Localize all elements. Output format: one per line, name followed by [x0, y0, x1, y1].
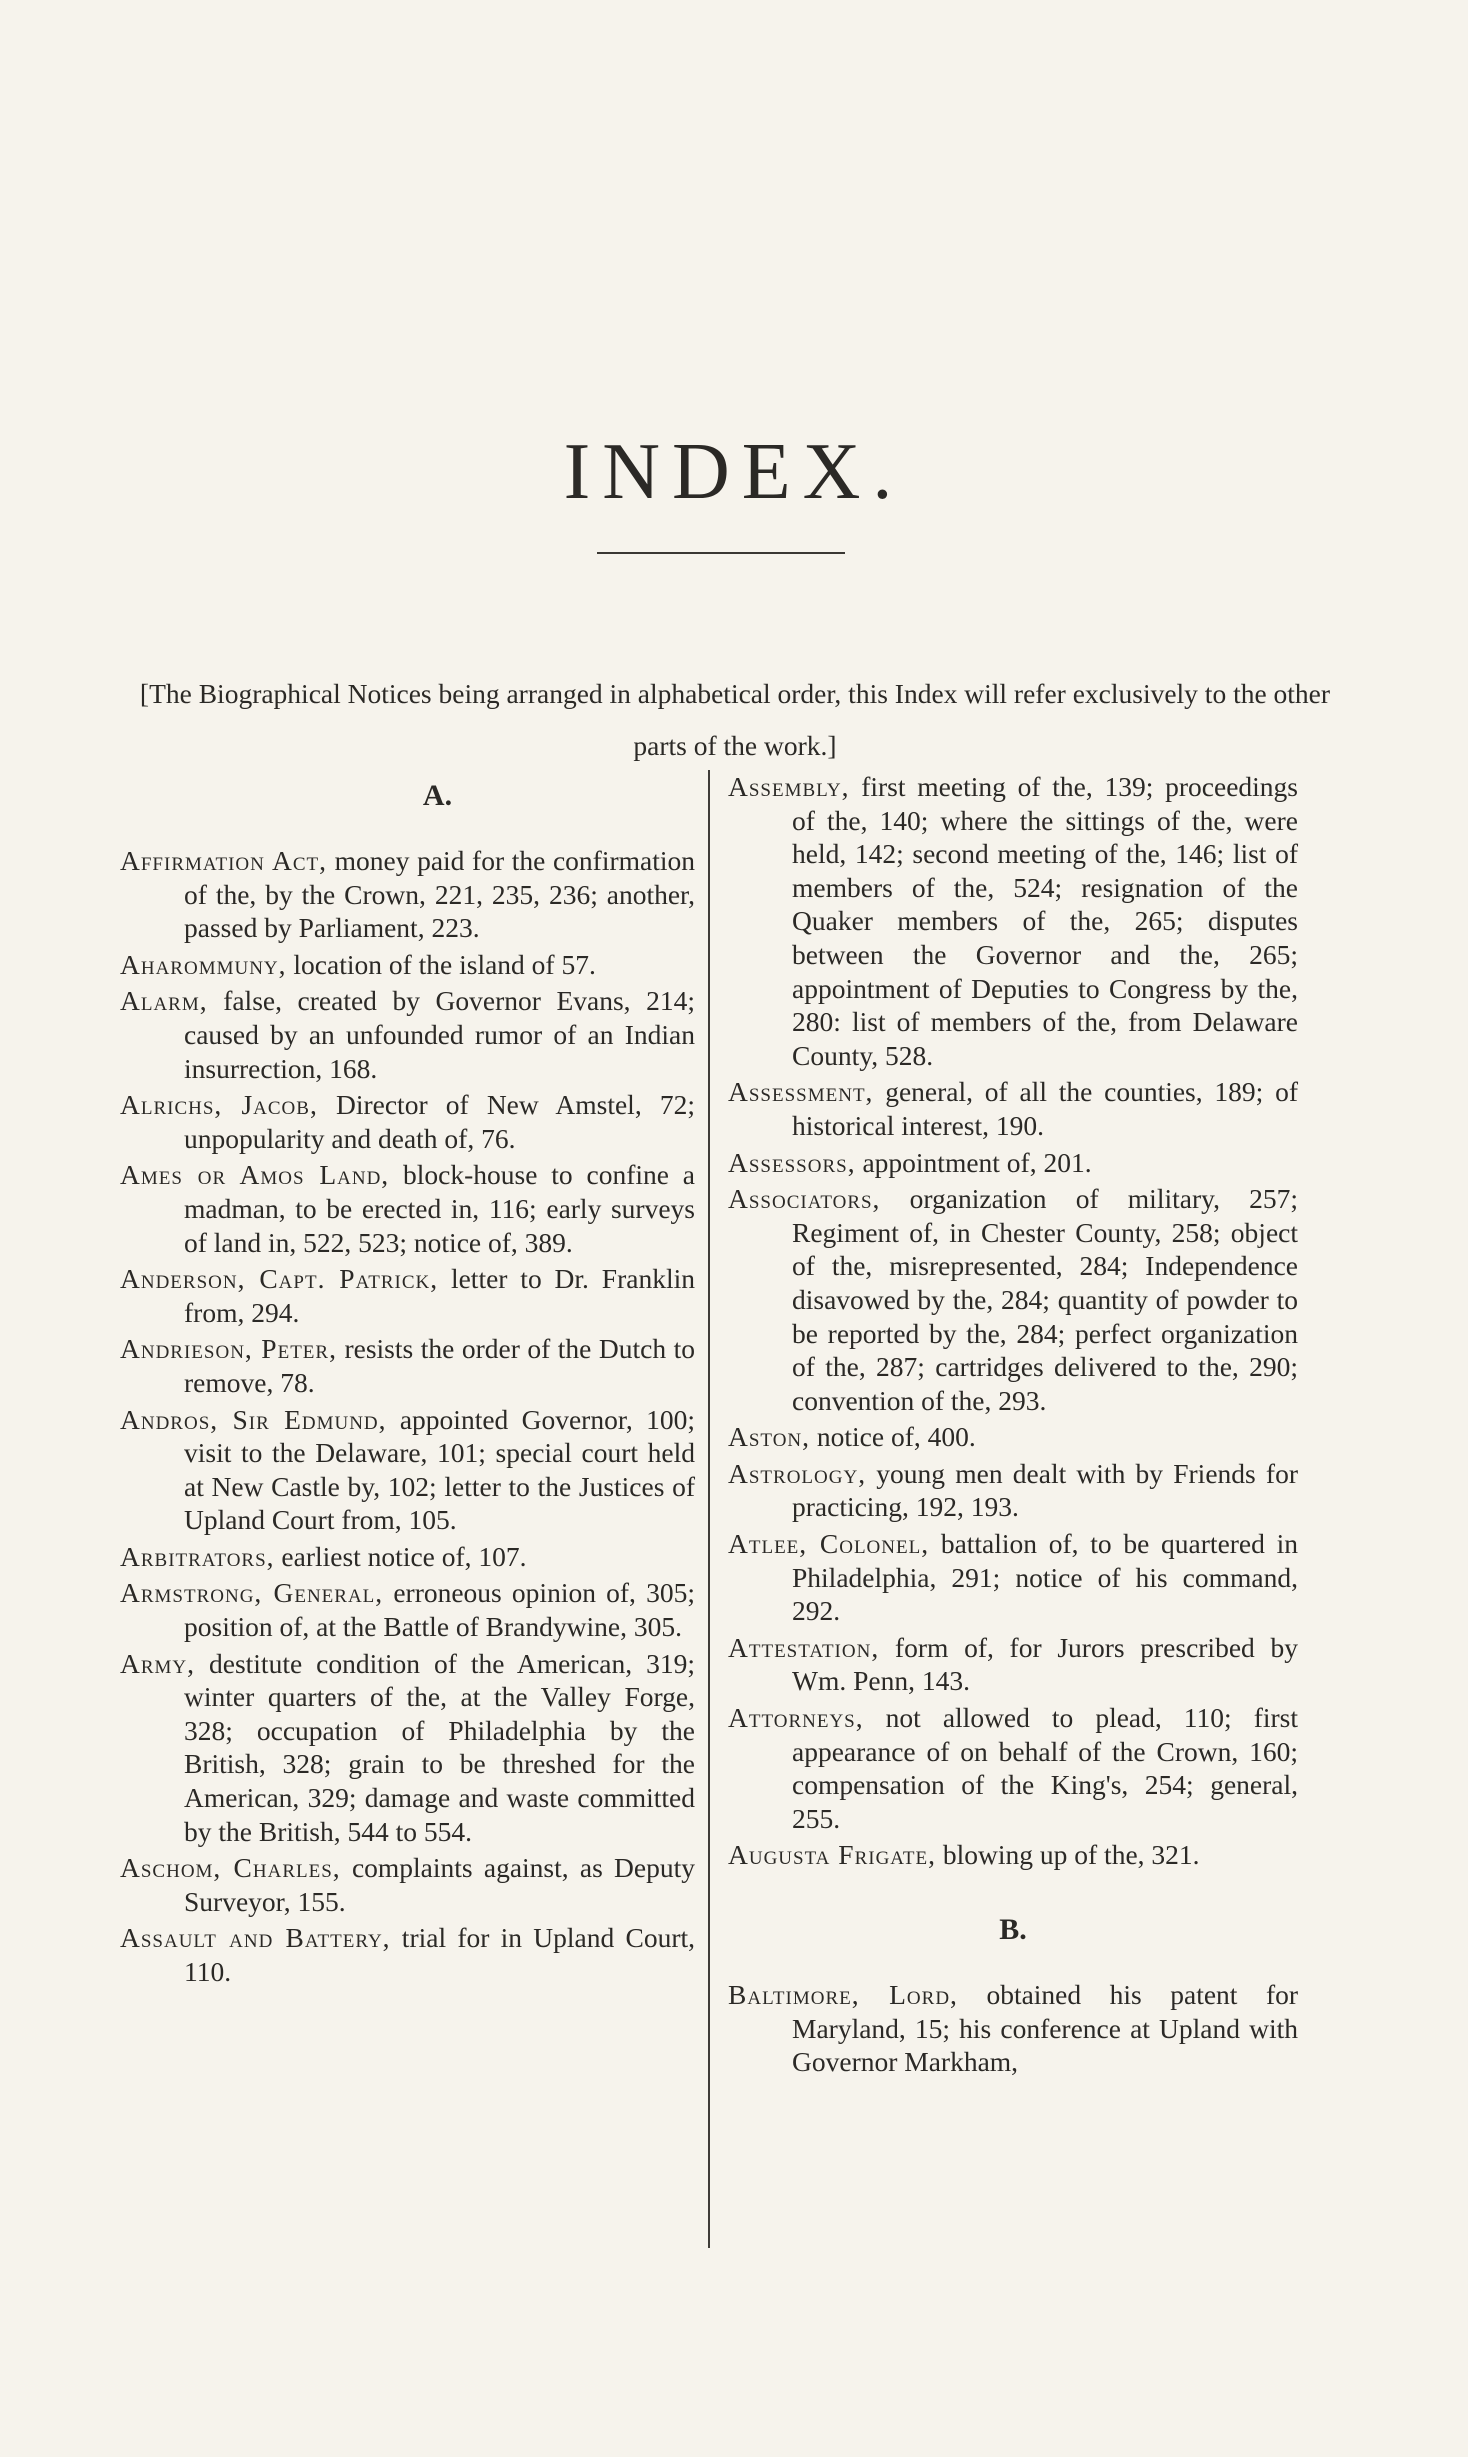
entry-text: appointed Governor, 100; visit to the Delaware, 101; special court held at New Castle by, 102; letter to the Justices of Upland Court from, 105.	[184, 1403, 695, 1536]
column-divider	[708, 770, 710, 2248]
index-entry	[728, 1701, 1298, 1835]
index-entry	[120, 1262, 695, 1329]
right-entries-a	[728, 770, 1298, 1872]
index-entry	[120, 1647, 695, 1849]
index-entry	[120, 1851, 695, 1918]
index-entry	[728, 1457, 1298, 1524]
entry-text: organization of military, 257; Regiment of, in Chester County, 258; object of the, misrepresented, 284; Independence disavowed by the, 284; quantity of powder to be reported by the, 284; perfect organization of the, 287; cartridges delivered to the, 290; convention of the, 293.	[792, 1183, 1298, 1416]
entry-heading: Assessment,	[728, 1076, 874, 1108]
index-entry	[120, 948, 695, 982]
entry-text: money paid for the confirmation of the, by the Crown, 221, 235, 236; another, passed by Parliament, 223.	[184, 845, 695, 944]
entry-heading: Anderson, Capt. Patrick,	[120, 1263, 439, 1295]
entry-heading: Ames or Amos Land,	[120, 1159, 390, 1191]
entry-heading: Assessors,	[728, 1146, 856, 1178]
left-column	[120, 770, 695, 1992]
entry-text: erroneous opinion of, 305; position of, at the Battle of Brandywine, 305.	[184, 1577, 695, 1643]
page-title: INDEX.	[563, 427, 905, 516]
entry-text: destitute condition of the American, 319; winter quarters of the, at the Valley Forge, 328; occupation of Philadelphia by the British, 328; grain to be threshed for the American, 329; damage and waste committed by the British, 544 to 554.	[184, 1647, 695, 1847]
index-entry	[728, 1527, 1298, 1628]
index-entry	[728, 770, 1298, 1072]
entry-heading: Attorneys,	[728, 1702, 864, 1734]
index-entry	[120, 1921, 695, 1988]
index-entry	[728, 1838, 1298, 1872]
entry-text: blowing up of the, 321.	[936, 1839, 1200, 1871]
entry-heading: Affirmation Act,	[120, 845, 327, 876]
entry-heading: Andros, Sir Edmund,	[120, 1403, 387, 1435]
right-column	[728, 770, 1298, 2082]
entry-text: general, of all the counties, 189; of historical interest, 190.	[792, 1076, 1298, 1141]
entry-heading: Alrichs, Jacob,	[120, 1089, 318, 1121]
index-entry	[120, 1158, 695, 1259]
entry-heading: Assembly,	[728, 771, 850, 802]
index-entry	[120, 984, 695, 1085]
title-rule	[597, 552, 845, 554]
index-entry	[728, 1146, 1298, 1180]
index-entry	[120, 1540, 695, 1574]
entry-heading: Astrology,	[728, 1457, 867, 1489]
entry-text: obtained his patent for Maryland, 15; his conference at Upland with Governor Markham,	[792, 1979, 1299, 2078]
entry-heading: Atlee, Colonel,	[728, 1528, 930, 1560]
index-entry	[728, 1420, 1298, 1454]
entry-heading: Aharommuny,	[120, 948, 287, 980]
index-entry	[120, 844, 695, 945]
entry-heading: Aschom, Charles,	[120, 1852, 341, 1884]
left-entries	[120, 844, 695, 1989]
entry-heading: Aston,	[728, 1421, 811, 1453]
entry-heading: Assault and Battery,	[120, 1922, 391, 1954]
entry-text: letter to Dr. Franklin from, 294.	[184, 1263, 695, 1328]
index-entry	[120, 1088, 695, 1155]
entry-heading: Arbitrators,	[120, 1540, 275, 1572]
intro-note: [The Biographical Notices being arranged in alphabetical order, this Index will refer exclusively to the other parts of the work.]	[139, 677, 1331, 761]
entry-heading: Andrieson, Peter,	[120, 1333, 337, 1365]
entry-text: battalion of, to be quartered in Philadelphia, 291; notice of his command, 292.	[792, 1528, 1298, 1627]
entry-text: resists the order of the Dutch to remove, 78.	[184, 1333, 696, 1398]
entry-text: appointment of, 201.	[855, 1146, 1092, 1178]
index-entry	[120, 1332, 695, 1399]
entry-text: false, created by Governor Evans, 214; caused by an unfounded rumor of an Indian insurrection, 168.	[184, 985, 695, 1084]
index-entry	[728, 1075, 1298, 1142]
section-letter-a: A.	[422, 779, 453, 812]
entry-text: first meeting of the, 139; proceedings of the, 140; where the sittings of the, were held, 142; second meeting of the, 146; list of members of the, 524; resignation of the Quaker members of the, 265; disputes between the Governor and the, 265; appointment of Deputies to Congress by the, 280: list of members of the, from Delaware County, 528.	[792, 771, 1298, 1071]
entry-text: complaints against, as Deputy Surveyor, 155.	[184, 1852, 695, 1917]
entry-text: Director of New Amstel, 72; unpopularity and death of, 76.	[184, 1089, 695, 1154]
index-entry	[728, 1631, 1298, 1698]
entry-text: location of the island of 57.	[286, 948, 596, 980]
index-entry	[120, 1576, 695, 1643]
entry-heading: Augusta Frigate,	[728, 1839, 936, 1871]
index-entry	[728, 1978, 1298, 2079]
entry-heading: Army,	[120, 1647, 196, 1679]
entry-text: young men dealt with by Friends for practicing, 192, 193.	[792, 1457, 1298, 1523]
entry-text: form of, for Jurors prescribed by Wm. Penn, 143.	[792, 1631, 1298, 1697]
entry-text: block-house to confine a madman, to be erected in, 116; early surveys of land in, 522, 523; notice of, 389.	[184, 1159, 695, 1258]
entry-text: not allowed to plead, 110; first appearance of on behalf of the Crown, 160; compensation of the King's, 254; general, 255.	[792, 1702, 1298, 1834]
entry-text: trial for in Upland Court, 110.	[184, 1922, 695, 1987]
entry-text: notice of, 400.	[810, 1421, 976, 1453]
entry-heading: Baltimore, Lord,	[728, 1979, 958, 2010]
entry-text: earliest notice of, 107.	[274, 1540, 527, 1572]
entry-heading: Armstrong, General,	[120, 1577, 384, 1609]
entry-heading: Associators,	[728, 1183, 881, 1215]
section-letter-b: B.	[999, 1913, 1027, 1946]
index-entry	[728, 1182, 1298, 1417]
right-entries-b	[728, 1978, 1298, 2079]
entry-heading: Alarm,	[120, 985, 208, 1017]
entry-heading: Attestation,	[728, 1631, 880, 1663]
index-entry	[120, 1403, 695, 1537]
